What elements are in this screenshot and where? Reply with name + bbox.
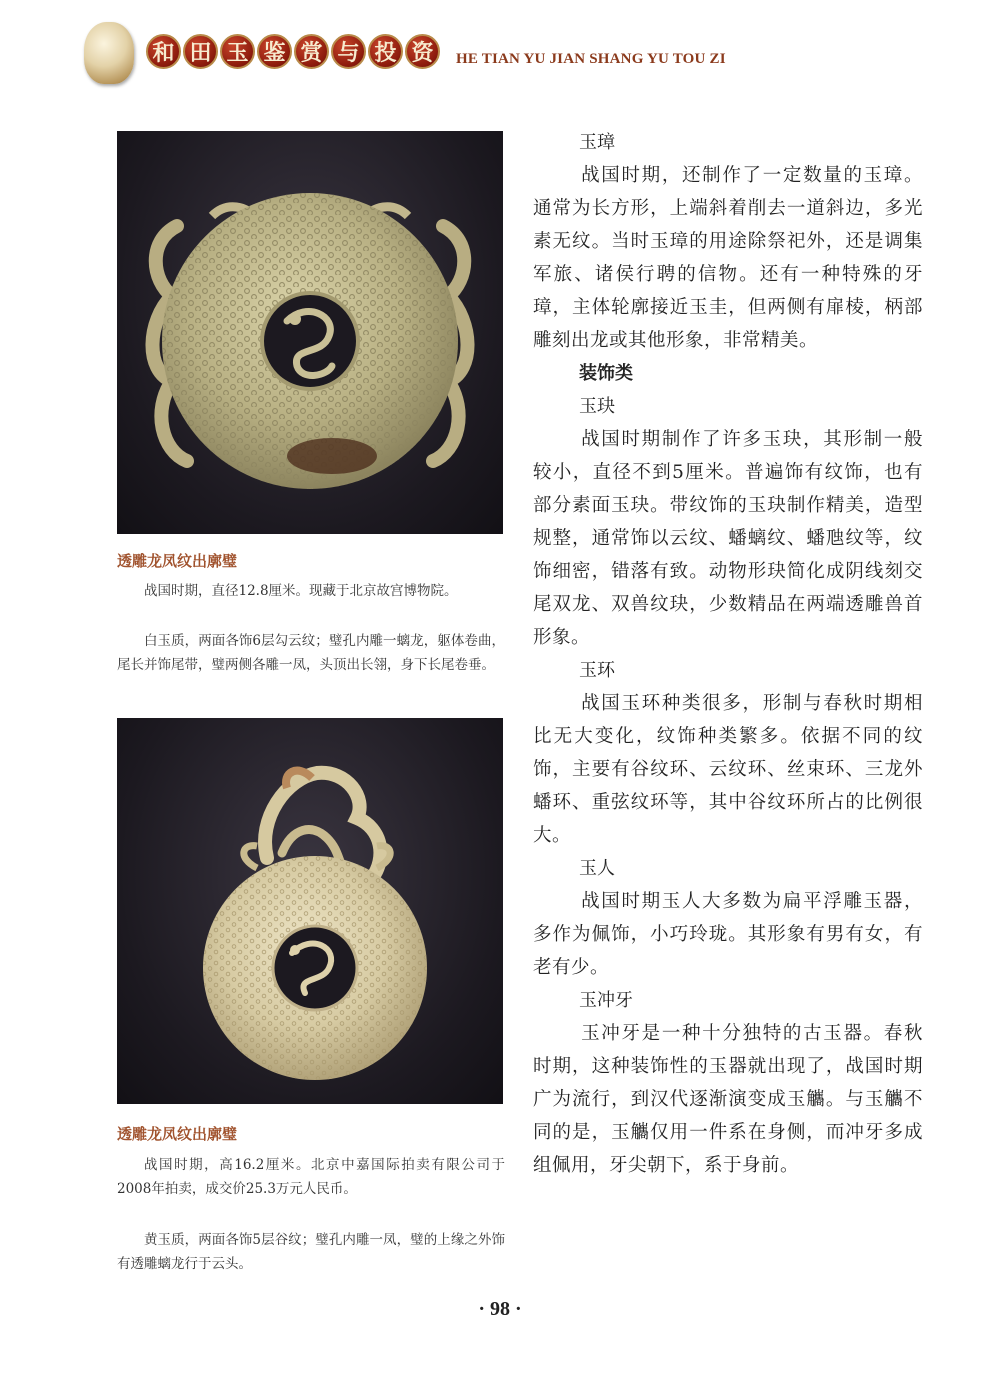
page-number: · 98 · [478, 1298, 522, 1320]
figure1-caption-title: 透雕龙凤纹出廓璧 [117, 552, 238, 570]
section-heading: 玉冲牙 [579, 990, 633, 1011]
paragraph: 战国时期制作了许多玉玦，其形制一般较小，直径不到5厘米。普遍饰有纹饰，也有部分素面玉玦。带纹饰的玉玦制作精美，造型规整，通常饰以云纹、蟠螭纹、蟠虺纹等，纹饰细密，错落有致。动物形玦简化成阴线刻交尾双龙、双兽纹玦，少数精品在两端透雕兽首形象。 [533, 429, 923, 648]
jade-carving-logo-icon [84, 22, 134, 84]
title-char: 和 [146, 34, 181, 69]
jade-bi-illustration-2 [117, 718, 503, 1104]
figure1-caption-line: 战国时期，直径12.8厘米。现藏于北京故宫博物院。 [144, 583, 458, 599]
figure2-caption-title: 透雕龙凤纹出廓璧 [117, 1125, 238, 1143]
book-title [146, 34, 440, 74]
section-heading: 玉环 [579, 660, 615, 681]
jade-bi-photo-2 [117, 718, 503, 1104]
section-heading: 玉璋 [579, 132, 615, 153]
title-char: 资 [405, 34, 440, 69]
paragraph: 战国时期，还制作了一定数量的玉璋。通常为长方形，上端斜着削去一道斜边，多光素无纹。当时玉璋的用途除祭祀外，还是调集军旅、诸侯行聘的信物。还有一种特殊的牙璋，主体轮廓接近玉圭，但两侧有扉棱，柄部雕刻出龙或其他形象，非常精美。 [533, 165, 923, 351]
category-heading: 装饰类 [579, 363, 633, 384]
figure1-caption-line: 白玉质，两面各饰6层勾云纹；璧孔内雕一螭龙，躯体卷曲，尾长并饰尾带，璧两侧各雕一凤，头顶出长翎，身下长尾卷垂。 [117, 633, 505, 673]
section-heading: 玉玦 [579, 396, 615, 417]
page-header [0, 0, 1000, 100]
figure2-caption-line: 战国时期，高16.2厘米。北京中嘉国际拍卖有限公司于2008年拍卖，成交价25.3万元人民币。 [117, 1157, 505, 1197]
title-char: 鉴 [257, 34, 292, 69]
section-heading: 玉人 [579, 858, 615, 879]
jade-bi-illustration-1 [117, 131, 503, 534]
title-char: 赏 [294, 34, 329, 69]
title-char: 与 [331, 34, 366, 69]
paragraph: 玉冲牙是一种十分独特的古玉器。春秋时期，这种装饰性的玉器就出现了，战国时期广为流行，到汉代逐渐演变成玉觿。与玉觿不同的是，玉觿仅用一件系在身侧，而冲牙多成组佩用，牙尖朝下，系于身前。 [533, 1023, 923, 1176]
paragraph: 战国玉环种类很多，形制与春秋时期相比无大变化，纹饰种类繁多。依据不同的纹饰，主要有谷纹环、云纹环、丝束环、三龙外蟠环、重弦纹环等，其中谷纹环所占的比例很大。 [533, 693, 923, 846]
paragraph: 战国时期玉人大多数为扁平浮雕玉器，多作为佩饰，小巧玲珑。其形象有男有女，有老有少。 [533, 891, 923, 978]
title-char: 田 [183, 34, 218, 69]
article-body [533, 126, 923, 1182]
title-char: 玉 [220, 34, 255, 69]
title-char: 投 [368, 34, 403, 69]
book-title-pinyin: HE TIAN YU JIAN SHANG YU TOU ZI [456, 51, 726, 67]
figure2-caption-line: 黄玉质，两面各饰5层谷纹；璧孔内雕一凤，璧的上缘之外饰有透雕螭龙行于云头。 [117, 1232, 505, 1272]
jade-bi-photo-1 [117, 131, 503, 534]
